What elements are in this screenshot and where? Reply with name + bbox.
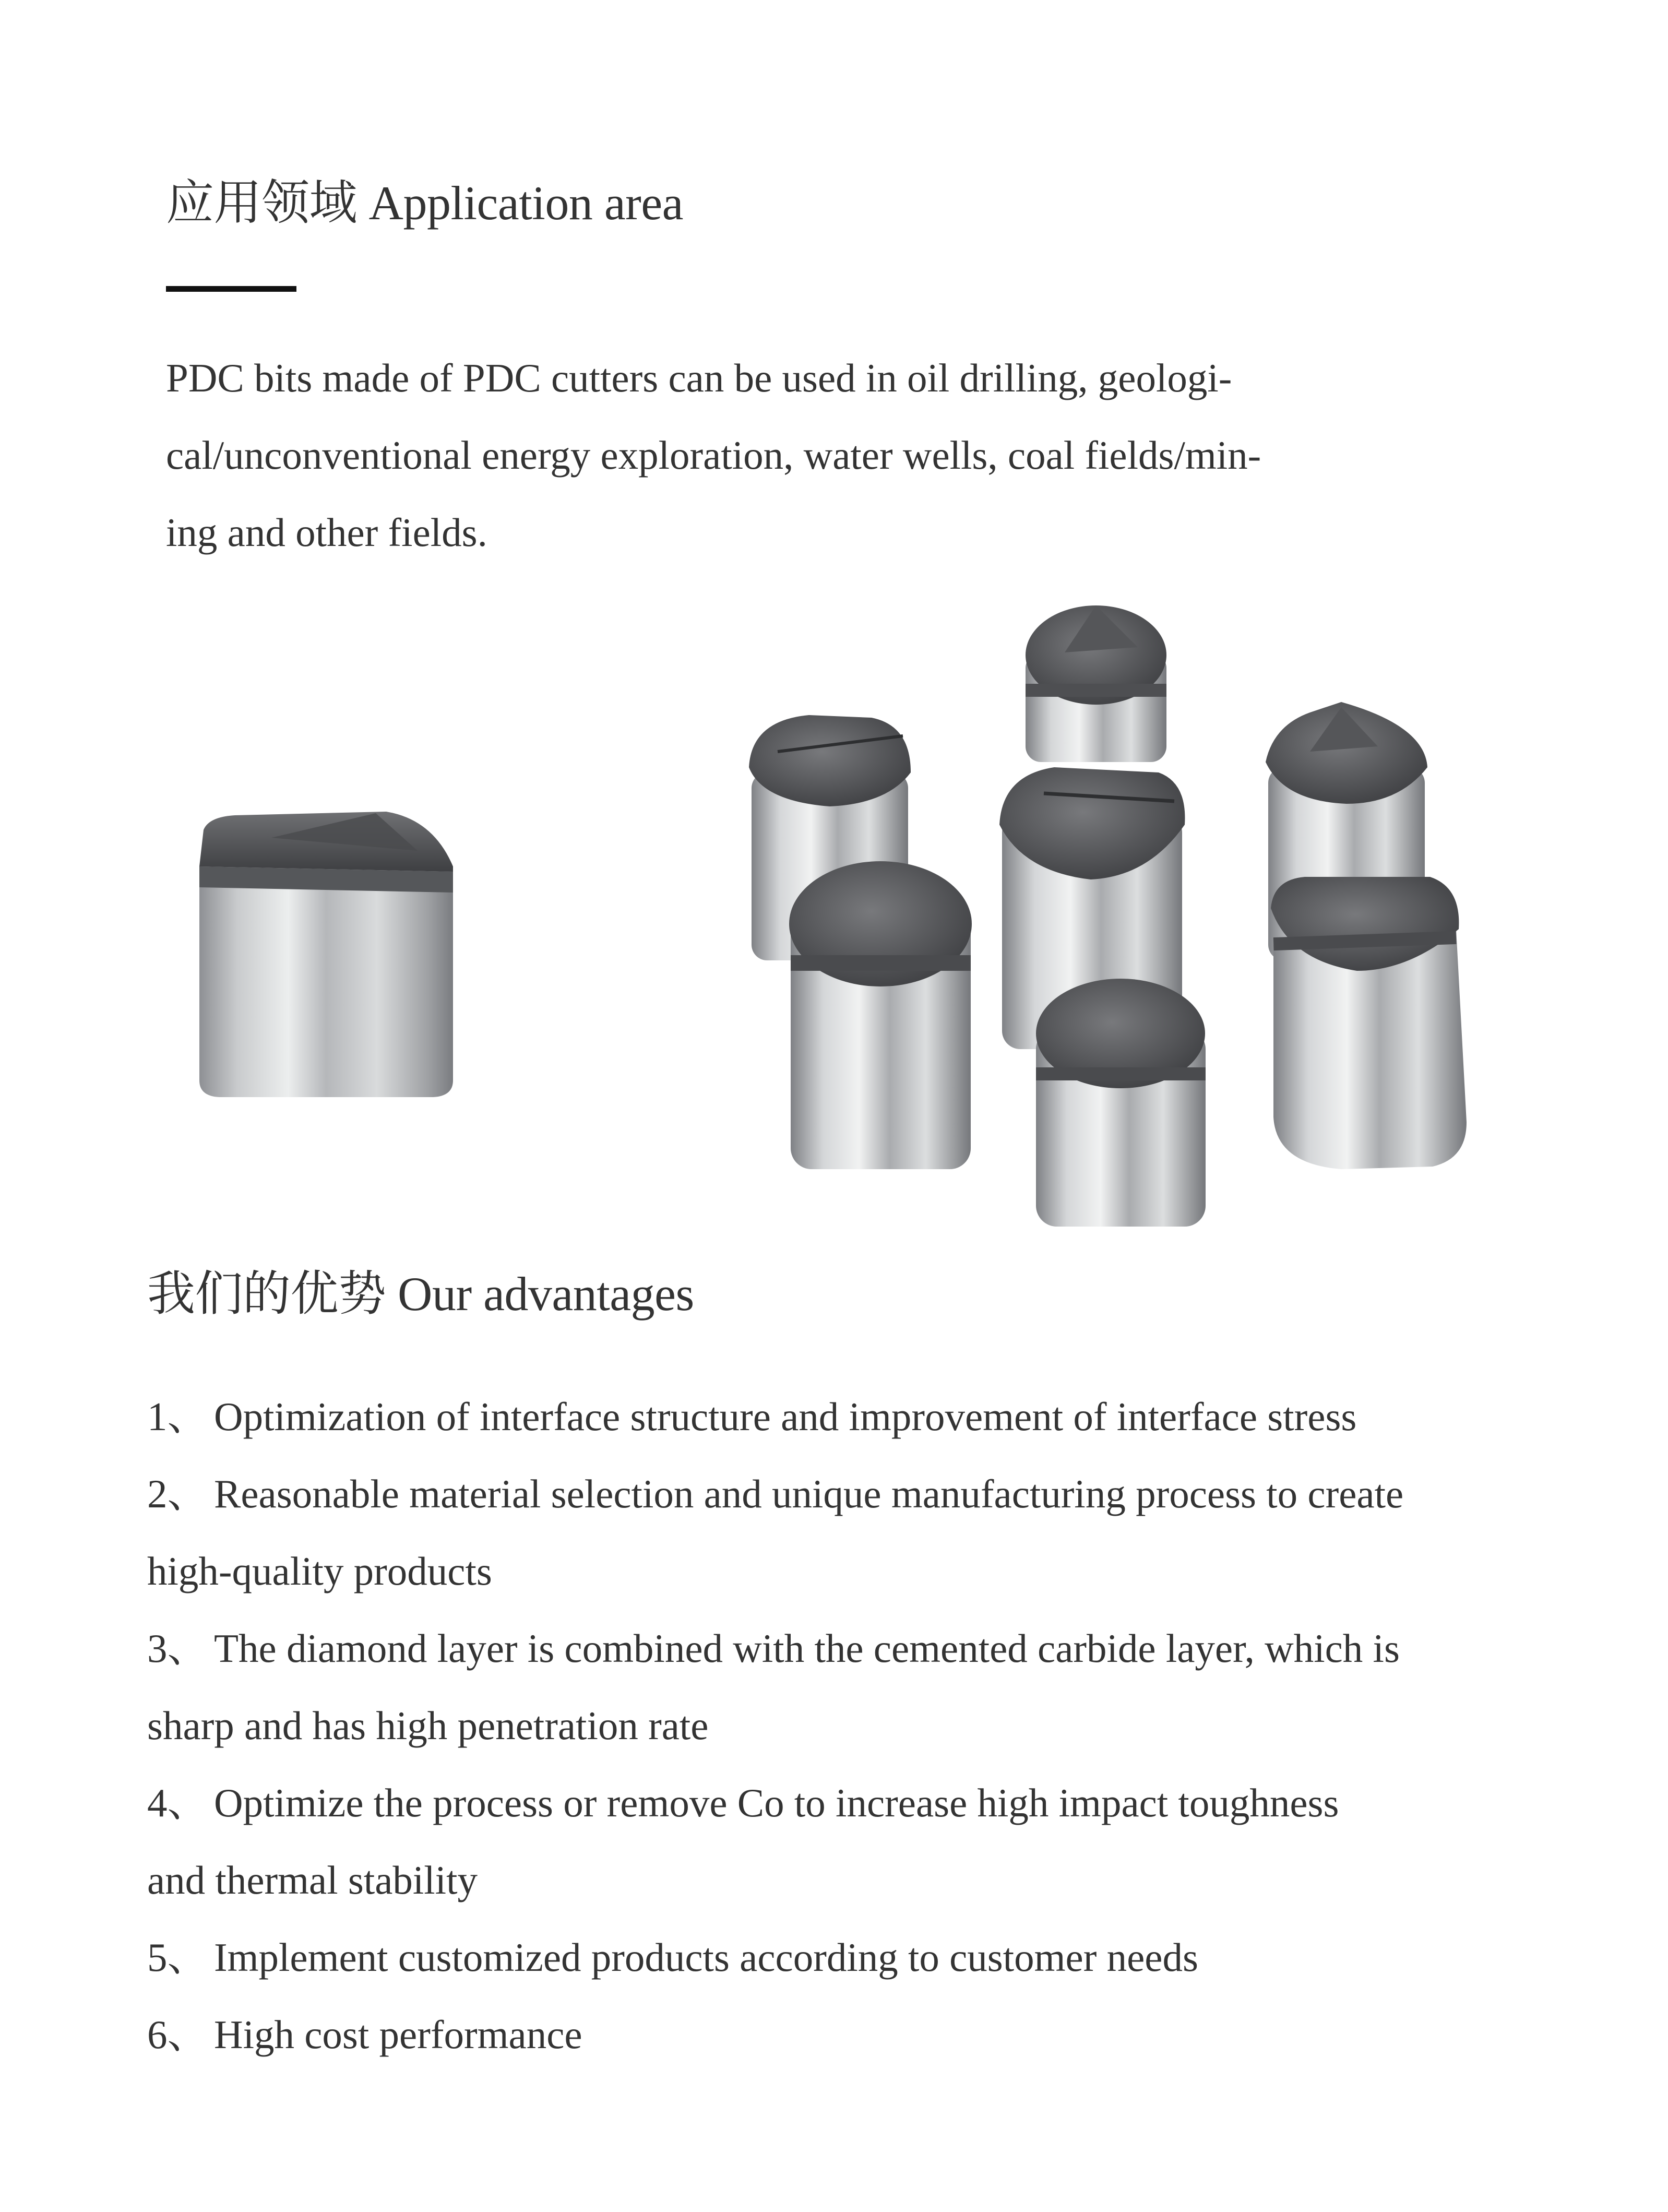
- advantage-item: [147, 1455, 1403, 1532]
- advantage-text: Implement customized products according to customer needs: [214, 1935, 1198, 1980]
- description-line: PDC bits made of PDC cutters can be used in oil drilling, geologi-: [166, 355, 1232, 400]
- advantage-text-continued: high-quality products: [147, 1549, 492, 1593]
- advantage-item: [147, 1996, 1403, 2073]
- advantage-item: [147, 1610, 1403, 1687]
- advantage-text: The diamond layer is combined with the cemented carbide layer, which is: [214, 1626, 1400, 1671]
- advantage-number: 5、: [147, 1935, 208, 1980]
- description-line: cal/unconventional energy exploration, water wells, coal fields/min-: [166, 433, 1261, 478]
- advantage-item: [147, 1378, 1403, 1455]
- description-line: ing and other fields.: [166, 510, 487, 555]
- single-cutter-photo: [188, 788, 480, 1112]
- application-heading: 应用领域 Application area: [166, 176, 683, 230]
- advantage-text-continued: and thermal stability: [147, 1858, 478, 1902]
- advantage-number: 6、: [147, 2012, 208, 2057]
- advantage-text: High cost performance: [214, 2012, 582, 2057]
- advantages-heading: 我们的优势 Our advantages: [147, 1267, 694, 1321]
- advantage-item: [147, 1919, 1403, 1996]
- application-description: [166, 339, 1261, 571]
- advantages-list: [147, 1378, 1403, 2073]
- advantage-number: 2、: [147, 1471, 208, 1516]
- advantage-number: 4、: [147, 1780, 208, 1825]
- heading-underline: [166, 286, 296, 292]
- advantage-text: Optimization of interface structure and improvement of interface stress: [214, 1394, 1357, 1439]
- cutters-group-photo: [731, 595, 1493, 1242]
- advantage-text: Optimize the process or remove Co to increase high impact toughness: [214, 1780, 1339, 1825]
- advantage-item: [147, 1764, 1403, 1841]
- advantage-number: 3、: [147, 1626, 208, 1671]
- advantage-text-continued: sharp and has high penetration rate: [147, 1703, 709, 1748]
- advantage-text: Reasonable material selection and unique manufacturing process to create: [214, 1471, 1404, 1516]
- advantage-number: 1、: [147, 1394, 208, 1439]
